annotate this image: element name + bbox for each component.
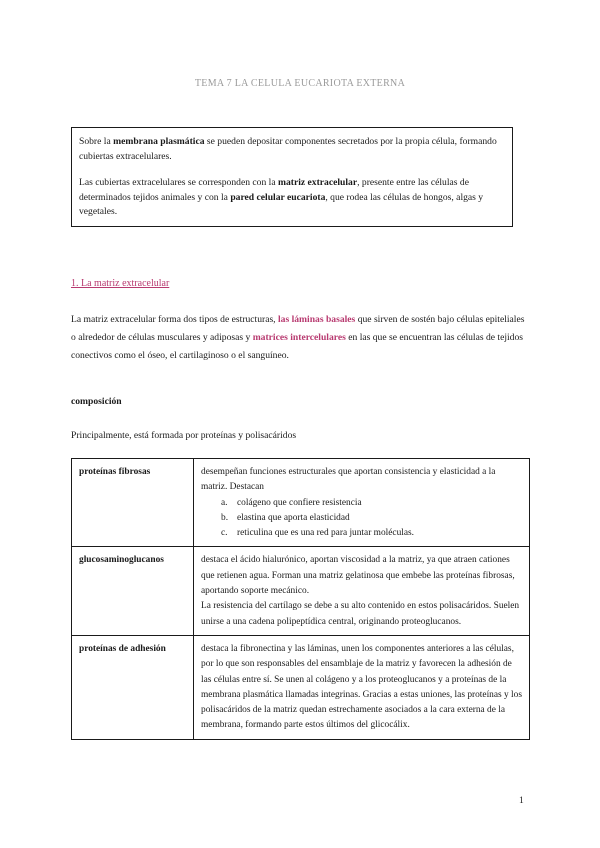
table-term: proteínas fibrosas <box>72 459 194 547</box>
table-row <box>72 635 530 739</box>
table-row <box>72 547 530 635</box>
table-term: glucosaminoglucanos <box>72 547 194 635</box>
list-item: b. elastina que aporta elasticidad <box>221 512 350 523</box>
table-description: destaca la fibronectina y las láminas, unen los componentes anteriores a las células, por lo que son responsables del ensamblaje de la matriz y favorecen la adhesión de las células entre sí. Se unen al colágeno y a los proteoglucanos y a proteínas de la membrana plasmática llamadas integrinas. Gracias a estas uniones, las proteínas y los polisacáridos de la matriz quedan estrechamente asociados a la cara externa de la membrana, formando parte estos últimos del glicocálix. <box>194 635 530 739</box>
matriz-extracelular-term: matriz extracelular <box>277 177 358 188</box>
table-row <box>72 459 530 547</box>
pared-celular-term: pared celular eucariota <box>230 191 326 203</box>
intro-box <box>71 127 513 227</box>
intro-paragraph-1: Sobre la membrana plasmática se pueden depositar componentes secretados por la propia célula, formando cubiertas extracelulares. <box>79 136 497 162</box>
membrana-plasmatica-term: membrana plasmática <box>113 136 205 147</box>
table-term: proteínas de adhesión <box>72 635 194 739</box>
composition-subheading: composición <box>71 396 122 407</box>
list-item: c. reticulina que es una red para juntar moléculas. <box>221 528 415 539</box>
list-item: a. colágeno que confiere resistencia <box>221 497 362 508</box>
section-heading: 1. La matriz extracelular <box>71 278 170 289</box>
composition-table <box>71 458 530 740</box>
laminas-basales-term: las láminas basales <box>277 314 356 325</box>
composition-paragraph: Principalmente, está formada por proteínas y polisacáridos <box>71 430 297 441</box>
page-number: 1 <box>519 796 524 806</box>
section-paragraph: La matriz extracelular forma dos tipos de estructuras, las láminas basales que sirven de sostén bajo células epiteliales o alrededor de células musculares y adiposas y matrices intercelulares en las que se encuentran las células de tejidos conectivos como el óseo, el cartilaginoso o el sanguíneo. <box>71 314 525 361</box>
table-description: desempeñan funciones estructurales que aportan consistencia y elasticidad a la matriz. Destacan a. colágeno que confiere resistencia b. elastina que aporta elasticidad c. reticulina que es una red para juntar moléculas. <box>194 459 530 547</box>
page-title: TEMA 7 LA CELULA EUCARIOTA EXTERNA <box>194 78 406 89</box>
intro-paragraph-2: Las cubiertas extracelulares se corresponden con la matriz extracelular, presente entre las células de determinados tejidos animales y con la pared celular eucariota, que rodea las células de hongos, algas y vegetales. <box>79 177 484 217</box>
matrices-intercelulares-term: matrices intercelulares <box>252 332 346 343</box>
table-description: destaca el ácido hialurónico, aportan viscosidad a la matriz, ya que atraen cationes que retienen agua. Forman una matriz gelatinosa que embebe las proteínas fibrosas, aportando soporte mecánico. La resistencia del cartílago se debe a su alto contenido en estos polisacáridos. Suelen unirse a una cadena polipeptídica central, originando proteoglucanos. <box>194 547 530 635</box>
